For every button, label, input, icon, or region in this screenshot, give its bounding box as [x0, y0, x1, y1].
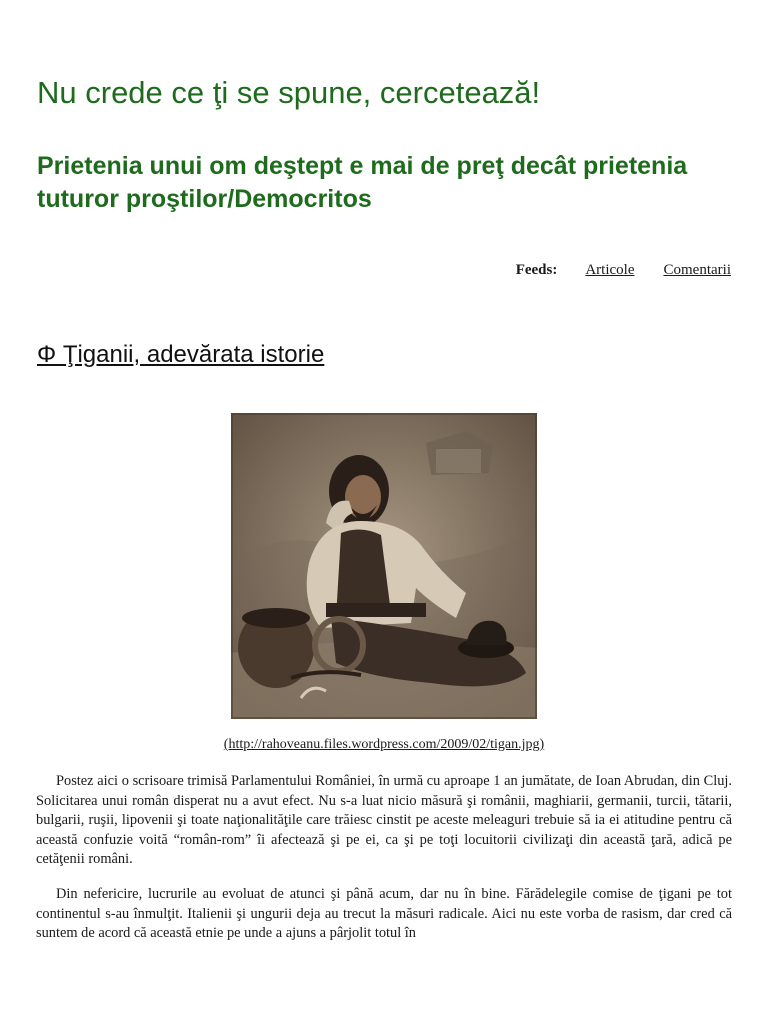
- site-title[interactable]: Nu crede ce ţi se spune, cercetează!: [37, 75, 541, 110]
- post-photo-illustration: [231, 413, 537, 719]
- feed-link-articles[interactable]: Articole: [585, 262, 635, 278]
- image-caption: [0, 737, 768, 753]
- post-photo[interactable]: [231, 413, 537, 719]
- feeds-bar: [516, 262, 731, 279]
- post-paragraph-2: Din nefericire, lucrurile au evoluat de atunci şi până acum, dar nu în bine. Fărădelegile comise de ţigani pe tot continentul s-au înmulţit. Italienii şi ungurii deja au trecut la măsuri radicale. Aici nu este vorba de rasism, dar cred că suntem de acord că această etnie pe unde a ajuns a pârjolit totul în: [36, 886, 732, 942]
- feeds-label: Feeds:: [515, 262, 558, 278]
- post-title-link[interactable]: Φ Ţiganii, adevărata istorie: [37, 341, 325, 368]
- post-title: [37, 340, 324, 370]
- feed-link-comments[interactable]: Comentarii: [663, 262, 731, 278]
- site-tagline: Prietenia unui om deştept e mai de preţ decât prietenia tuturor proştilor/Democritos: [37, 152, 688, 213]
- image-caption-link[interactable]: (http://rahoveanu.files.wordpress.com/2009/02/tigan.jpg): [223, 737, 545, 752]
- post-paragraph-1: Postez aici o scrisoare trimisă Parlamentului României, în urmă cu aproape 1 an jumătate, de Ioan Abrudan, din Cluj. Solicitarea unui român disperat nu a avut efect. Nu s-a luat nicio măsură şi românii, maghiarii, germanii, turcii, tătarii, bulgarii, ruşii, lipovenii şi toate naţionalităţile care trăiesc cinstit pe aceste meleaguri trebuie să ia ei atitudine pentru că această confuzie voită “român-rom” îi afectează şi pe ei, ca şi pe toţi locuitorii civilizaţi din această ţară, adică pe cetăţenii români.: [36, 773, 732, 868]
